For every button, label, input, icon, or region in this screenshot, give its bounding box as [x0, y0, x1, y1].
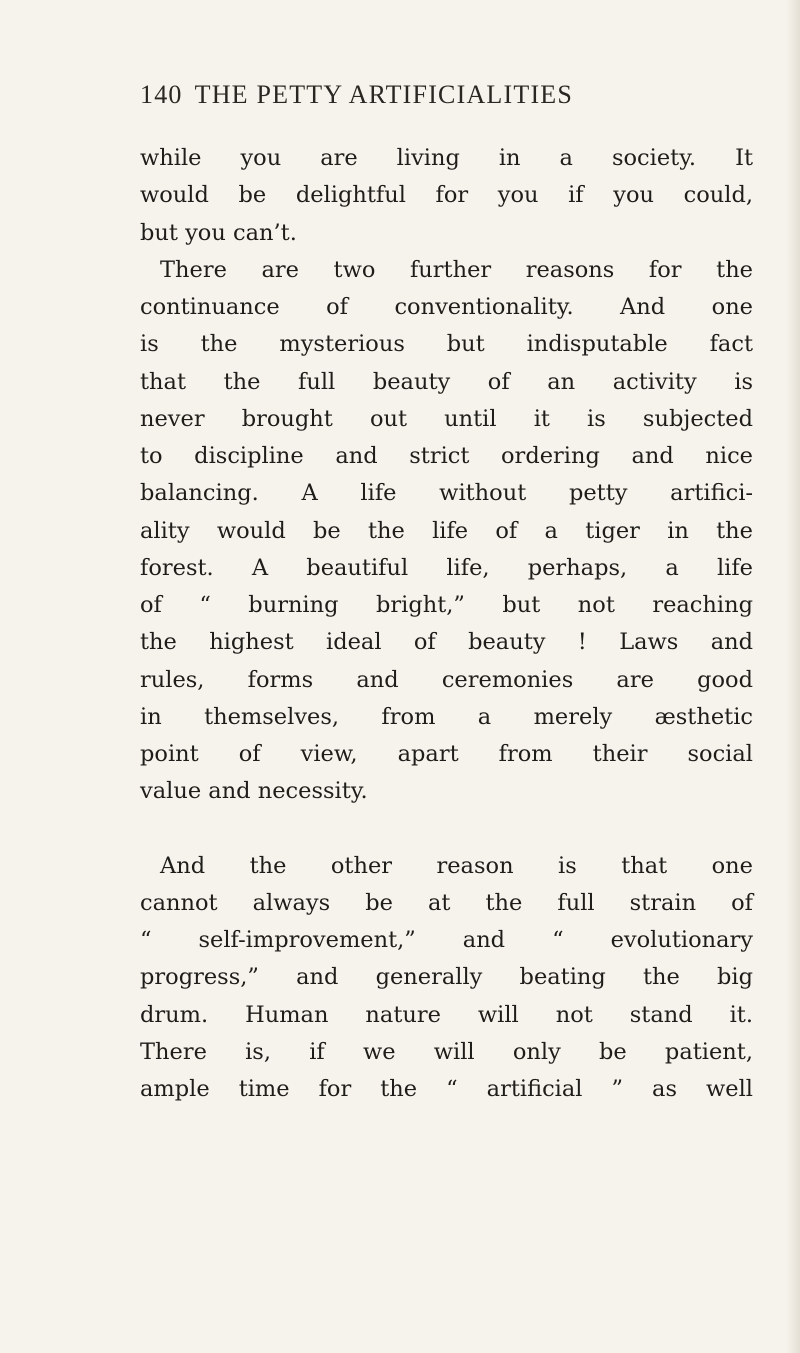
text-line: rules, forms and ceremonies are good	[140, 666, 753, 693]
text-line: while you are living in a society. It	[140, 145, 753, 171]
running-head	[140, 80, 573, 110]
text-line: to discipline and strict ordering and nice	[140, 443, 753, 469]
text-line: cannot always be at the full strain of	[140, 889, 753, 916]
text-line: would be delightful for you if you could,	[140, 182, 753, 209]
paragraph	[140, 252, 753, 811]
text-line: point of view, apart from their social	[140, 741, 753, 767]
text-line: but you can’t.	[140, 219, 297, 246]
text-line: There is, if we will only be patient,	[140, 1038, 753, 1065]
paragraph-gap	[140, 811, 753, 848]
text-line: continuance of conventionality. And one	[140, 294, 753, 320]
text-line: is the mysterious but indisputable fact	[140, 331, 753, 358]
text-line: ample time for the “ artificial ” as well	[140, 1076, 753, 1102]
text-line: of “ burning bright,” but not reaching	[140, 592, 753, 618]
text-line: never brought out until it is subjected	[140, 405, 753, 432]
body-text	[140, 140, 753, 1108]
text-line: progress,” and generally beating the big	[140, 964, 753, 991]
text-line: the highest ideal of beauty ! Laws and	[140, 629, 753, 656]
text-line: value and necessity.	[140, 778, 368, 805]
page-edge-shadow	[786, 0, 800, 1353]
page-number: 140	[140, 80, 183, 109]
text-line: balancing. A life without petty artifici-	[140, 480, 753, 507]
text-line: forest. A beautiful life, perhaps, a life	[140, 554, 753, 581]
text-line: in themselves, from a merely æsthetic	[140, 703, 753, 730]
text-line: that the full beauty of an activity is	[140, 368, 753, 395]
paragraph	[140, 140, 753, 252]
running-title: THE PETTY ARTIFICIALITIES	[194, 80, 574, 109]
text-line: “ self-improvement,” and “ evolutionary	[140, 927, 753, 953]
text-line: And the other reason is that one	[160, 852, 753, 879]
text-line: drum. Human nature will not stand it.	[140, 1001, 753, 1028]
paragraph	[140, 848, 753, 1109]
text-line: ality would be the life of a tiger in the	[140, 517, 753, 544]
text-line: There are two further reasons for the	[160, 256, 753, 283]
